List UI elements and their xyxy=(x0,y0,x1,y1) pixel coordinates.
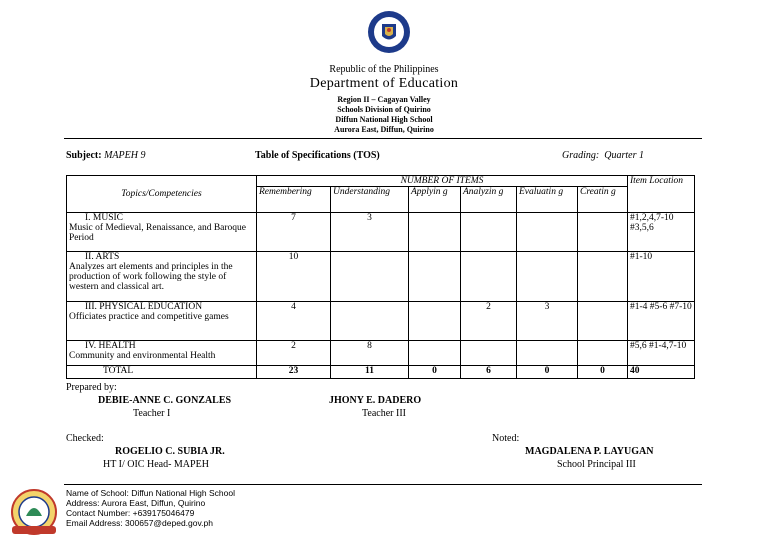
value-cell: 8 xyxy=(331,341,409,366)
noter-name: MAGDALENA P. LAYUGAN xyxy=(525,446,654,457)
checker-title: HT I/ OIC Head- MAPEH xyxy=(103,459,209,470)
grading-label: Grading: xyxy=(562,150,600,161)
value-cell xyxy=(461,341,517,366)
school-logo-icon xyxy=(6,488,62,538)
header-department: Department of Education xyxy=(309,76,459,91)
value-cell xyxy=(461,213,517,252)
col-header: Creatin g xyxy=(578,187,628,213)
col-header: Applyin g xyxy=(409,187,461,213)
value-cell xyxy=(331,302,409,341)
header-address: Aurora East, Diffun, Quirino xyxy=(334,125,434,134)
number-of-items-header: NUMBER OF ITEMS xyxy=(257,176,628,187)
topic-cell xyxy=(67,252,257,302)
item-location-header: Item Location xyxy=(628,176,695,213)
col-header: Evaluatin g xyxy=(517,187,578,213)
preparer2-name: JHONY E. DADERO xyxy=(329,395,422,406)
checked-label: Checked: xyxy=(66,433,104,444)
topics-header: Topics/Competencies xyxy=(67,176,257,213)
value-cell xyxy=(409,341,461,366)
footer-address: Address: Aurora East, Diffun, Quirino xyxy=(66,498,206,508)
total-cell: 23 xyxy=(257,366,331,379)
preparer1-name: DEBIE-ANNE C. GONZALES xyxy=(98,395,232,406)
preparer2-title: Teacher III xyxy=(362,408,406,419)
header-region: Region II – Cagayan Valley xyxy=(337,95,431,104)
col-header: Understanding xyxy=(331,187,409,213)
topic-title: III. PHYSICAL EDUCATION xyxy=(85,302,203,312)
value-cell xyxy=(331,252,409,302)
location-cell: #1-4 #5-6 #7-10 xyxy=(628,302,695,341)
footer-email: Email Address: 300657@deped.gov.ph xyxy=(66,518,213,528)
total-cell: 6 xyxy=(461,366,517,379)
table-row xyxy=(67,302,695,341)
value-cell xyxy=(517,341,578,366)
value-cell xyxy=(517,252,578,302)
total-location: 40 xyxy=(628,366,695,379)
col-header: Analyzin g xyxy=(461,187,517,213)
value-cell xyxy=(578,252,628,302)
topic-desc: Community and environmental Health xyxy=(69,351,216,361)
header-divider xyxy=(64,138,702,139)
topic-desc: Music of Medieval, Renaissance, and Baroque Period xyxy=(69,223,247,243)
value-cell xyxy=(409,252,461,302)
total-cell: 0 xyxy=(517,366,578,379)
subject-value: MAPEH 9 xyxy=(104,150,146,161)
topic-desc: Analyzes art elements and principles in the production of work following the style of western and classical art. xyxy=(69,262,233,292)
checker-name: ROGELIO C. SUBIA JR. xyxy=(115,446,225,457)
location-cell: #1,2,4,7-10 #3,5,6 xyxy=(628,213,695,252)
tos-title: Table of Specifications (TOS) xyxy=(255,150,380,161)
grading-value: Quarter 1 xyxy=(604,150,644,161)
tos-table xyxy=(66,175,695,379)
topic-cell xyxy=(67,302,257,341)
grading-line xyxy=(562,150,644,161)
col-header: Remembering xyxy=(257,187,331,213)
value-cell: 10 xyxy=(257,252,331,302)
subject-label: Subject: xyxy=(66,150,102,161)
table-row xyxy=(67,252,695,302)
topic-title: IV. HEALTH xyxy=(85,341,136,351)
value-cell xyxy=(517,213,578,252)
footer-contact: Contact Number: +639175046479 xyxy=(66,508,195,518)
value-cell: 7 xyxy=(257,213,331,252)
value-cell: 4 xyxy=(257,302,331,341)
deped-seal-icon xyxy=(367,10,411,54)
header-division: Schools Division of Quirino xyxy=(337,105,431,114)
total-row xyxy=(67,366,695,379)
table-row xyxy=(67,213,695,252)
topic-title: I. MUSIC xyxy=(85,213,124,223)
prepared-label: Prepared by: xyxy=(66,382,117,393)
location-cell: #1-10 xyxy=(628,252,695,302)
value-cell: 2 xyxy=(461,302,517,341)
total-cell: 0 xyxy=(578,366,628,379)
topic-cell xyxy=(67,341,257,366)
noter-title: School Principal III xyxy=(557,459,636,470)
subject-line xyxy=(66,150,145,161)
footer-school: Name of School: Diffun National High School xyxy=(66,488,235,498)
preparer1-title: Teacher I xyxy=(133,408,171,419)
total-label: TOTAL xyxy=(67,366,257,379)
value-cell: 3 xyxy=(517,302,578,341)
value-cell: 2 xyxy=(257,341,331,366)
total-cell: 0 xyxy=(409,366,461,379)
value-cell xyxy=(578,341,628,366)
topic-desc: Officiates practice and competitive games xyxy=(69,312,229,322)
footer-block xyxy=(66,488,235,528)
topic-cell xyxy=(67,213,257,252)
location-cell: #5,6 #1-4,7-10 xyxy=(628,341,695,366)
noted-label: Noted: xyxy=(492,433,520,444)
header-republic: Republic of the Philippines xyxy=(329,64,439,75)
value-cell xyxy=(578,302,628,341)
topic-title: II. ARTS xyxy=(85,252,120,262)
value-cell: 3 xyxy=(331,213,409,252)
table-row xyxy=(67,341,695,366)
footer-divider xyxy=(64,484,702,485)
value-cell xyxy=(409,302,461,341)
value-cell xyxy=(578,213,628,252)
value-cell xyxy=(409,213,461,252)
value-cell xyxy=(461,252,517,302)
total-cell: 11 xyxy=(331,366,409,379)
header-school: Diffun National High School xyxy=(335,115,433,124)
